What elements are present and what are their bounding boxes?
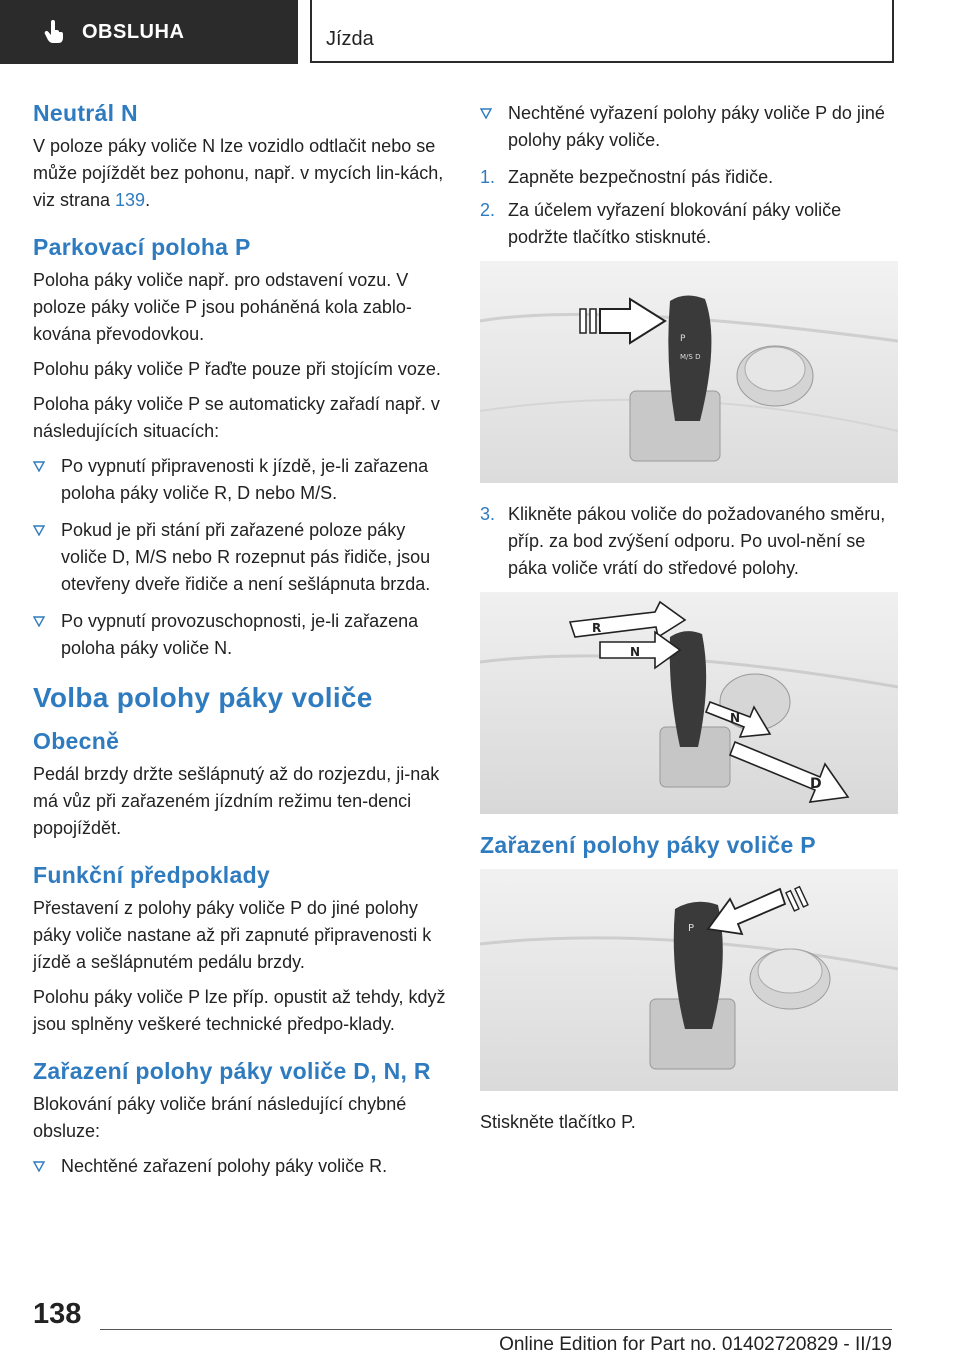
triangle-bullet-icon (480, 108, 492, 119)
footer-divider (100, 1329, 892, 1330)
lever-mark-p: P (680, 334, 686, 344)
neutral-paragraph (33, 133, 453, 214)
neutral-heading: Neutrál N (33, 100, 138, 126)
triangle-bullet-icon (33, 461, 45, 472)
section-label: OBSLUHA (82, 20, 185, 43)
gear-selector-directions-image (480, 592, 898, 814)
header-section-tab (0, 0, 298, 64)
step-item: 3. Klikněte pákou voliče do požadovaného směru, příp. za bod zvýšení odporu. Po uvol-nění se páka voliče vrátí do středové polohy. (480, 504, 886, 578)
gear-selector-unlock-image (480, 261, 898, 483)
neutral-text: V poloze páky voliče N lze vozidlo odtlačit nebo se může pojíždět bez pohonu, např. v mycích lin-kách, viz strana (33, 136, 444, 210)
triangle-bullet-icon (33, 525, 45, 536)
list-item: Nechtěné vyřazení polohy páky voliče P do jiné polohy páky voliče. (480, 100, 900, 154)
list-item: Po vypnutí připravenosti k jízdě, je-li zařazena poloha páky voliče R, D nebo M/S. (33, 453, 453, 507)
general-heading: Obecně (33, 728, 120, 754)
step-item: 1. Zapněte bezpečnostní pás řidiče. (480, 167, 774, 187)
lever-mark-p-button: P (688, 923, 695, 934)
left-column (33, 100, 453, 1190)
park-paragraph-2: Polohu páky voliče P řaďte pouze při stojícím voze. (33, 359, 441, 379)
hand-pointer-icon (44, 20, 66, 44)
neutral-text-end: . (145, 190, 151, 210)
dnr-heading: Zařazení polohy páky voliče D, N, R (33, 1058, 431, 1084)
direction-label-r: R (592, 621, 602, 635)
right-column (480, 100, 900, 1144)
dnr-paragraph: Blokování páky voliče brání následující chybné obsluze: (33, 1094, 407, 1141)
select-heading: Volba polohy páky voliče (33, 682, 373, 713)
list-item: Po vypnutí provozuschopnosti, je-li zařazena poloha páky voliče N. (33, 608, 453, 662)
conditions-heading: Funkční předpoklady (33, 862, 271, 888)
step-item: 2. Za účelem vyřazení blokování páky voliče podržte tlačítko stisknuté. (480, 200, 842, 247)
footer-edition: Online Edition for Part no. 01402720829 - II/19 (499, 1334, 892, 1355)
conditions-paragraph-1: Přestavení z polohy páky voliče P do jiné polohy páky voliče nastane až při zapnuté připravenosti k jízdě a sešlápnutém pedálu brzdy. (33, 898, 432, 972)
triangle-bullet-icon (33, 1161, 45, 1172)
park-paragraph-1: Poloha páky voliče např. pro odstavení vozu. V poloze páky voliče P jsou poháněná kola zablo-kována převodovkou. (33, 270, 412, 344)
direction-label-n-bottom: N (730, 711, 741, 725)
park-paragraph-3: Poloha páky voliče P se automaticky zařadí např. v následujících situacích: (33, 394, 440, 441)
direction-label-d: D (810, 776, 822, 792)
chapter-label: Jízda (326, 28, 374, 50)
general-paragraph: Pedál brzdy držte sešlápnutý až do rozjezdu, ji-nak má vůz při zařazeném jízdním režimu ten-denci popojíždět. (33, 764, 440, 838)
list-item: Nechtěné zařazení polohy páky voliče R. (33, 1153, 453, 1180)
gear-selector-p-button-image (480, 869, 898, 1091)
park-p-caption: Stiskněte tlačítko P. (480, 1112, 636, 1132)
page-link-139[interactable]: 139 (115, 190, 146, 210)
park-p-heading: Zařazení polohy páky voliče P (480, 832, 816, 858)
list-item: Pokud je při stání při zařazené poloze páky voliče D, M/S nebo R rozepnut pás řidiče, jsou otevřeny dveře řidiče a není sešlápnuta brzda. (33, 517, 453, 598)
triangle-bullet-icon (33, 616, 45, 627)
lever-mark-msd: M/S D (680, 353, 701, 361)
header-chapter-frame (310, 0, 894, 63)
direction-label-n-top: N (630, 645, 641, 659)
page-number: 138 (33, 1298, 82, 1330)
park-heading: Parkovací poloha P (33, 234, 251, 260)
conditions-paragraph-2: Polohu páky voliče P lze příp. opustit až tehdy, když jsou splněny veškeré technické předpo-klady. (33, 987, 446, 1034)
